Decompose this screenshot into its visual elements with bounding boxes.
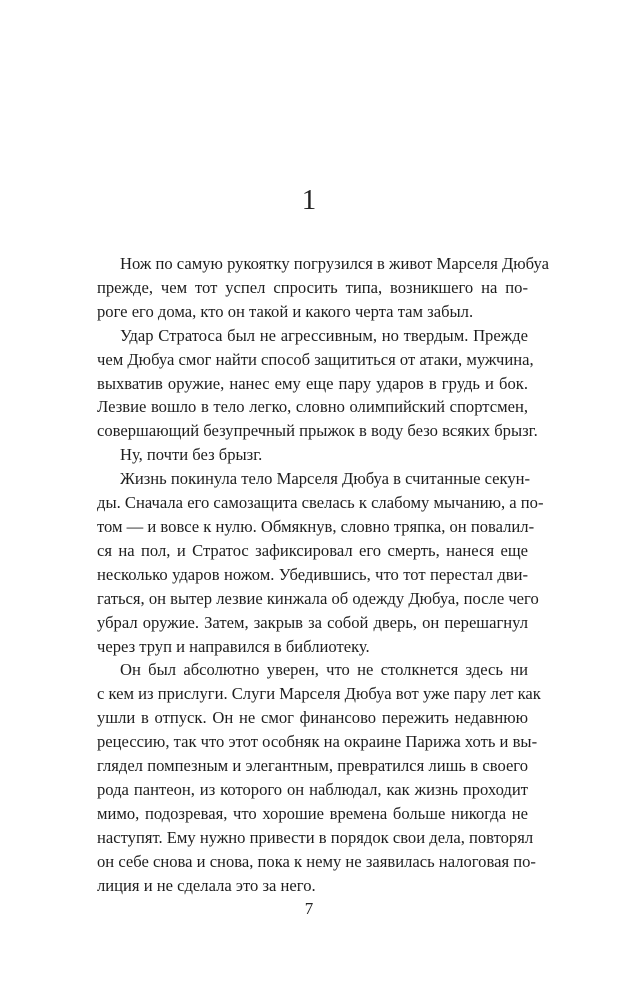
page-number: 7: [304, 899, 314, 918]
text-line: через труп и направился в библиотеку.: [97, 636, 370, 656]
text-line: гаться, он вытер лезвие кинжала об одежду Дюбуа, после чего: [97, 588, 539, 608]
chapter-body: [97, 252, 549, 897]
text-line: глядел помпезным и элегантным, превратился лишь в своего: [97, 756, 528, 776]
paragraph: [97, 467, 544, 658]
text-line: чем Дюбуа смог найти способ защититься от атаки, мужчина,: [97, 349, 534, 369]
text-line: он себе снова и снова, пока к нему не заявилась налоговая по-: [97, 851, 536, 871]
text-line: Он был абсолютно уверен, что не столкнется здесь ни: [120, 660, 528, 680]
text-line: ся на пол, и Стратос зафиксировал его смерть, нанеся еще: [97, 540, 528, 560]
text-line: том — и вовсе к нулю. Обмякнув, словно тряпка, он повалил-: [97, 516, 535, 536]
paragraph: [97, 324, 538, 444]
paragraph: [97, 658, 541, 897]
text-line: Жизнь покинула тело Марселя Дюбуа в считанные секун-: [120, 469, 531, 489]
text-line: Нож по самую рукоятку погрузился в живот Марселя Дюбуа: [120, 254, 549, 273]
text-line: с кем из прислуги. Слуги Марселя Дюбуа вот уже пару лет как: [97, 684, 541, 704]
text-line: выхватив оружие, нанес ему еще пару ударов в грудь и бок.: [97, 373, 528, 393]
text-line: убрал оружие. Затем, закрыв за собой дверь, он перешагнул: [97, 612, 528, 632]
text-line: Ну, почти без брызг.: [120, 445, 263, 465]
text-line: наступят. Ему нужно привести в порядок свои дела, повторял: [97, 827, 534, 847]
text-line: несколько ударов ножом. Убедившись, что тот перестал дви-: [97, 564, 528, 584]
text-line: лиция и не сделала это за него.: [97, 875, 316, 895]
text-line: рода пантеон, из которого он наблюдал, как жизнь проходит: [97, 779, 528, 799]
paragraph: [97, 252, 549, 324]
text-line: Удар Стратоса был не агрессивным, но твердым. Прежде: [120, 325, 528, 345]
text-line: Лезвие вошло в тело легко, словно олимпийский спортсмен,: [97, 397, 528, 417]
text-line: мимо, подозревая, что хорошие времена больше никогда не: [97, 803, 528, 823]
chapter-number: 1: [301, 184, 317, 216]
text-line: ды. Сначала его самозащита свелась к слабому мычанию, а по-: [97, 493, 544, 513]
text-line: прежде, чем тот успел спросить типа, возникшего на по-: [97, 277, 528, 297]
text-line: роге его дома, кто он такой и какого черта там забыл.: [97, 301, 474, 321]
text-line: рецессию, так что этот особняк на окраине Парижа хоть и вы-: [97, 732, 538, 752]
text-line: совершающий безупречный прыжок в воду безо всяких брызг.: [97, 421, 538, 441]
text-line: ушли в отпуск. Он не смог финансово пережить недавнюю: [97, 708, 528, 728]
paragraph: [97, 443, 528, 467]
